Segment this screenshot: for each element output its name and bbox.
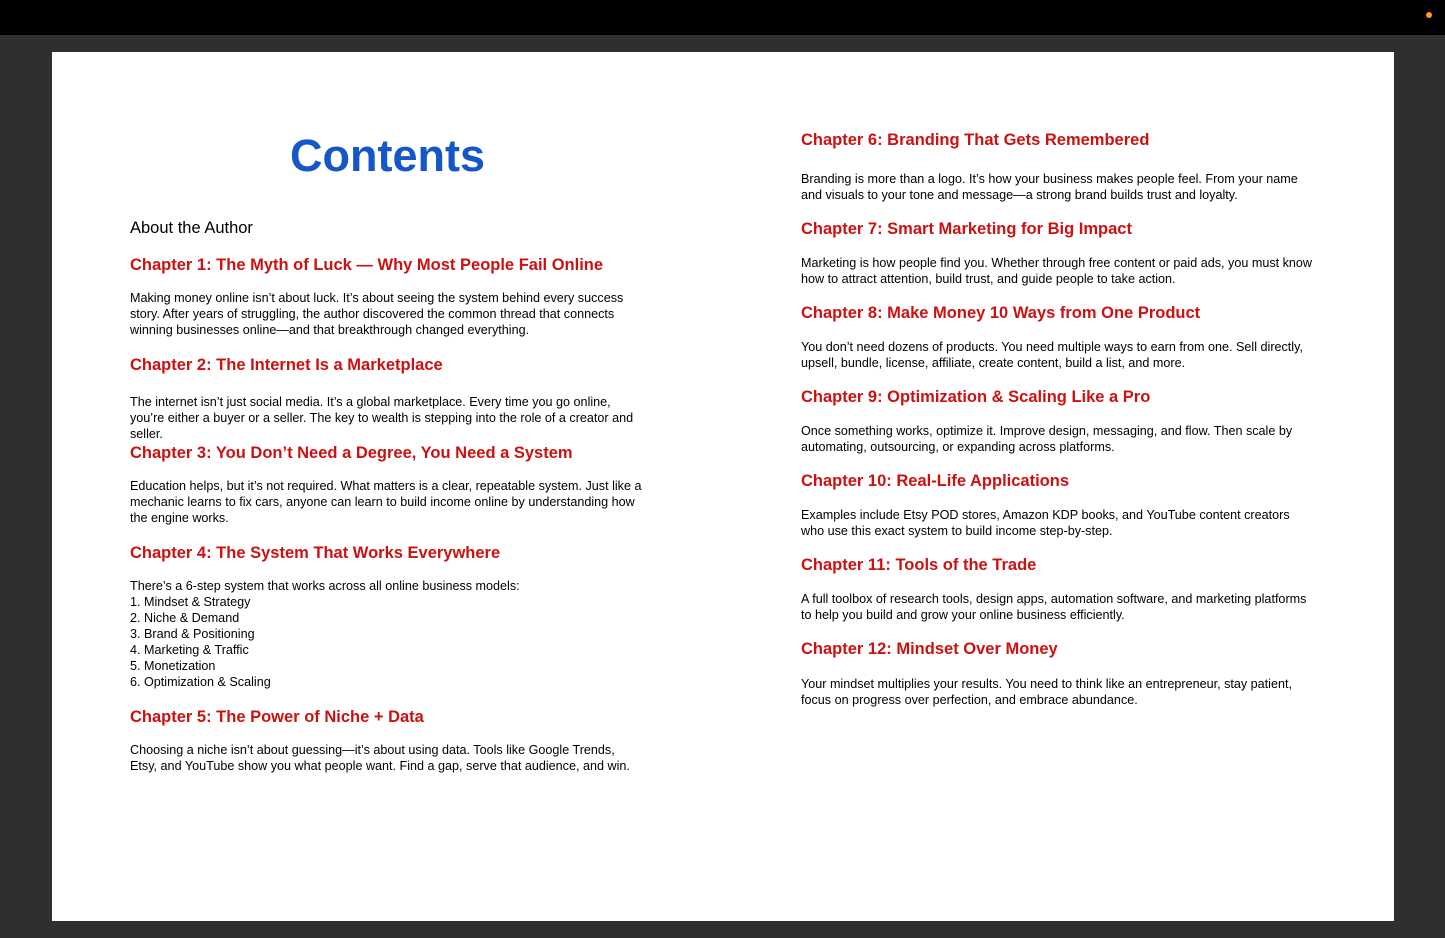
system-steps-list [130,594,645,690]
chapter-5 [130,706,645,773]
list-item: 4. Marketing & Traffic [130,643,249,657]
chapter-heading: Chapter 3: You Don’t Need a Degree, You Need a System [130,444,573,462]
chapter-heading: Chapter 7: Smart Marketing for Big Impact [801,220,1132,238]
chapter-heading: Chapter 8: Make Money 10 Ways from One Product [801,304,1201,322]
chapter-1 [130,254,645,337]
chapter-summary: A full toolbox of research tools, design apps, automation software, and marketing platforms to help you build and grow your online business efficiently. [801,592,1307,622]
chapter-heading: Chapter 6: Branding That Gets Remembered [801,131,1150,149]
chapter-heading: Chapter 10: Real-Life Applications [801,472,1070,490]
chapter-11 [801,554,1316,622]
page-title: Contents [290,130,485,181]
chapter-summary: Choosing a niche isn’t about guessing—it’s about using data. Tools like Google Trends, Etsy, and YouTube show you what people want. Find a gap, serve that audience, and win. [130,743,630,773]
toc-about-author: About the Author [130,219,253,237]
chapter-heading: Chapter 1: The Myth of Luck — Why Most People Fail Online [130,256,604,274]
chapter-12 [801,638,1316,707]
chapter-heading: Chapter 9: Optimization & Scaling Like a Pro [801,388,1151,406]
chapter-summary: Branding is more than a logo. It’s how your business makes people feel. From your name and visuals to your tone and message—a strong brand builds trust and loyalty. [801,172,1298,202]
window-top-bar [0,0,1445,35]
list-item: 6. Optimization & Scaling [130,675,271,689]
list-item: 5. Monetization [130,659,216,673]
list-item: 1. Mindset & Strategy [130,595,251,609]
chapter-summary: The internet isn’t just social media. It’s a global marketplace. Every time you go online, you’re either a buyer or a seller. The key to wealth is stepping into the role of a creator and seller. [130,395,634,441]
chapter-heading: Chapter 11: Tools of the Trade [801,556,1037,574]
list-item: 2. Niche & Demand [130,611,240,625]
chapter-heading: Chapter 5: The Power of Niche + Data [130,708,424,726]
chapter-9 [801,386,1316,454]
chapter-10 [801,470,1316,538]
chapter-intro: There’s a 6-step system that works across all online business models: [130,579,520,593]
chapter-summary: Once something works, optimize it. Improve design, messaging, and flow. Then scale by automating, outsourcing, or expanding across platforms. [801,424,1293,454]
chapter-summary: Your mindset multiplies your results. You need to think like an entrepreneur, stay patient, focus on progress over perfection, and embrace abundance. [801,677,1292,707]
chapter-summary: Education helps, but it’s not required. What matters is a clear, repeatable system. Just like a mechanic learns to fix cars, anyone can learn to build income online by understanding how the engine works. [130,479,642,525]
chapter-3 [130,442,645,525]
chapter-summary: You don’t need dozens of products. You need multiple ways to earn from one. Sell directly, upsell, bundle, license, affiliate, create content, build a list, and more. [801,340,1303,370]
chapter-summary: Making money online isn’t about luck. It’s about seeing the system behind every success story. After years of struggling, the author discovered the common thread that connects winning businesses online—and that breakthrough changed everything. [130,291,624,337]
chapter-summary: Marketing is how people find you. Whether through free content or paid ads, you must know how to attract attention, build trust, and guide people to take action. [801,256,1313,286]
chapter-7 [801,218,1316,286]
chapter-2 [130,354,645,441]
document-page [52,52,1394,921]
chapter-heading: Chapter 2: The Internet Is a Marketplace [130,356,443,374]
chapter-heading: Chapter 4: The System That Works Everywhere [130,544,501,562]
chapter-summary: Examples include Etsy POD stores, Amazon KDP books, and YouTube content creators who use this exact system to build income step-by-step. [801,508,1290,538]
chapter-4 [130,542,645,689]
chapter-heading: Chapter 12: Mindset Over Money [801,640,1058,658]
recording-indicator-icon [1426,12,1432,18]
chapter-8 [801,302,1316,370]
list-item: 3. Brand & Positioning [130,627,255,641]
chapter-6 [801,129,1316,202]
